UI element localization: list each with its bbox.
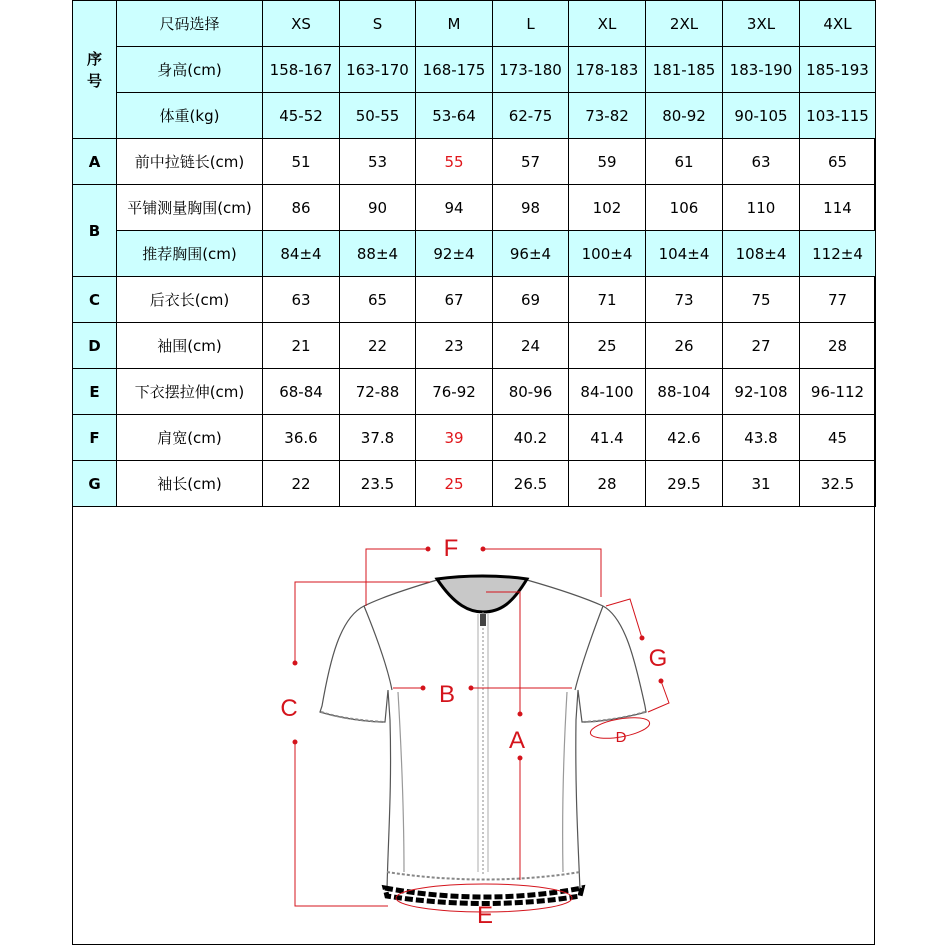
- table-cell: 104±4: [646, 231, 723, 277]
- guide-f-left: [366, 549, 428, 606]
- table-row: [73, 277, 876, 323]
- table-cell: 68-84: [263, 369, 340, 415]
- table-cell: 28: [800, 323, 876, 369]
- table-row: [73, 461, 876, 507]
- table-cell: 92-108: [723, 369, 800, 415]
- table-cell: 23: [416, 323, 493, 369]
- table-cell: 103-115: [800, 93, 876, 139]
- table-cell: 22: [263, 461, 340, 507]
- table-cell: 42.6: [646, 415, 723, 461]
- row-index: A: [73, 139, 117, 185]
- table-cell: 67: [416, 277, 493, 323]
- guide-a-top-dot: [518, 712, 522, 716]
- guide-c-bottom-dot: [293, 740, 297, 744]
- table-cell: 77: [800, 277, 876, 323]
- table-cell: 80-96: [493, 369, 569, 415]
- table-cell: 25: [569, 323, 646, 369]
- jersey-outline: [320, 580, 646, 899]
- row-index: C: [73, 277, 117, 323]
- size-header: 4XL: [800, 1, 876, 47]
- table-cell: 100±4: [569, 231, 646, 277]
- row-label: 肩宽(cm): [117, 415, 263, 461]
- table-cell: 178-183: [569, 47, 646, 93]
- table-cell-highlight: 55: [416, 139, 493, 185]
- table-cell: 41.4: [569, 415, 646, 461]
- row-label: 袖围(cm): [117, 323, 263, 369]
- table-cell: 90: [340, 185, 416, 231]
- table-cell: 27: [723, 323, 800, 369]
- table-cell: 86: [263, 185, 340, 231]
- table-cell: 26.5: [493, 461, 569, 507]
- table-cell: 98: [493, 185, 569, 231]
- table-cell: 22: [340, 323, 416, 369]
- guide-c-top-dot: [293, 661, 297, 665]
- table-cell: 112±4: [800, 231, 876, 277]
- table-cell: 23.5: [340, 461, 416, 507]
- label-d: D: [615, 729, 627, 746]
- table-cell-highlight: 39: [416, 415, 493, 461]
- table-cell: 57: [493, 139, 569, 185]
- row-label: 尺码选择: [117, 1, 263, 47]
- header-row-weight: [73, 93, 876, 139]
- table-cell: 59: [569, 139, 646, 185]
- guide-f-left-dot: [426, 547, 430, 551]
- row-label: 平铺测量胸围(cm): [117, 185, 263, 231]
- left-cuff-stitch: [321, 712, 384, 722]
- label-a: A: [508, 727, 526, 754]
- table-cell: 32.5: [800, 461, 876, 507]
- row-label: 推荐胸围(cm): [117, 231, 263, 277]
- table-cell: 40.2: [493, 415, 569, 461]
- table-cell: 24: [493, 323, 569, 369]
- label-e: E: [476, 902, 494, 929]
- size-chart-table: [72, 0, 876, 507]
- guide-g-top-dot: [640, 636, 644, 640]
- row-index: E: [73, 369, 117, 415]
- table-cell: 69: [493, 277, 569, 323]
- table-row: [73, 369, 876, 415]
- table-cell: 185-193: [800, 47, 876, 93]
- size-header: M: [416, 1, 493, 47]
- table-cell: 102: [569, 185, 646, 231]
- row-index: F: [73, 415, 117, 461]
- table-cell: 63: [723, 139, 800, 185]
- guide-c-bottom: [295, 742, 388, 906]
- size-header: 2XL: [646, 1, 723, 47]
- row-index: G: [73, 461, 117, 507]
- row-label: 后衣长(cm): [117, 277, 263, 323]
- table-cell: 63: [263, 277, 340, 323]
- table-cell: 94: [416, 185, 493, 231]
- label-c: C: [280, 695, 298, 722]
- row-label: 身高(cm): [117, 47, 263, 93]
- label-b: B: [438, 681, 456, 708]
- right-cuff-stitch: [584, 712, 645, 722]
- guide-g-bottom: [648, 681, 669, 712]
- table-cell: 173-180: [493, 47, 569, 93]
- table-row: [73, 323, 876, 369]
- table-cell: 183-190: [723, 47, 800, 93]
- table-cell: 76-92: [416, 369, 493, 415]
- header-row-height: [73, 47, 876, 93]
- table-cell: 92±4: [416, 231, 493, 277]
- table-cell: 73: [646, 277, 723, 323]
- table-cell: 31: [723, 461, 800, 507]
- table-cell: 29.5: [646, 461, 723, 507]
- size-header: 3XL: [723, 1, 800, 47]
- table-cell: 72-88: [340, 369, 416, 415]
- size-header: L: [493, 1, 569, 47]
- row-label: 袖长(cm): [117, 461, 263, 507]
- table-row: [73, 231, 876, 277]
- table-cell-highlight: 25: [416, 461, 493, 507]
- guide-c-top: [295, 582, 430, 663]
- table-cell: 21: [263, 323, 340, 369]
- table-cell: 108±4: [723, 231, 800, 277]
- table-cell: 65: [340, 277, 416, 323]
- table-cell: 168-175: [416, 47, 493, 93]
- table-cell: 45: [800, 415, 876, 461]
- row-index: D: [73, 323, 117, 369]
- jersey-measurement-diagram: [72, 507, 875, 945]
- table-cell: 90-105: [723, 93, 800, 139]
- table-cell: 51: [263, 139, 340, 185]
- table-cell: 181-185: [646, 47, 723, 93]
- table-cell: 106: [646, 185, 723, 231]
- table-cell: 61: [646, 139, 723, 185]
- row-index: B: [73, 185, 117, 277]
- table-cell: 88-104: [646, 369, 723, 415]
- table-cell: 110: [723, 185, 800, 231]
- size-header: S: [340, 1, 416, 47]
- table-row: [73, 185, 876, 231]
- row-label: 体重(kg): [117, 93, 263, 139]
- table-cell: 28: [569, 461, 646, 507]
- header-row-size: [73, 1, 876, 47]
- guide-a-bottom-dot: [518, 756, 522, 760]
- collar: [437, 576, 527, 612]
- guide-g-bottom-dot: [659, 679, 663, 683]
- table-cell: 26: [646, 323, 723, 369]
- table-cell: 65: [800, 139, 876, 185]
- table-cell: 96±4: [493, 231, 569, 277]
- table-row: [73, 139, 876, 185]
- table-cell: 37.8: [340, 415, 416, 461]
- table-cell: 84-100: [569, 369, 646, 415]
- table-cell: 96-112: [800, 369, 876, 415]
- label-g: G: [648, 645, 668, 672]
- table-cell: 158-167: [263, 47, 340, 93]
- label-f: F: [443, 535, 459, 562]
- table-cell: 80-92: [646, 93, 723, 139]
- table-cell: 73-82: [569, 93, 646, 139]
- table-cell: 50-55: [340, 93, 416, 139]
- zipper-pull: [480, 614, 486, 626]
- table-cell: 62-75: [493, 93, 569, 139]
- table-cell: 84±4: [263, 231, 340, 277]
- table-cell: 163-170: [340, 47, 416, 93]
- size-header: XL: [569, 1, 646, 47]
- table-cell: 53-64: [416, 93, 493, 139]
- index-header: 序 号: [73, 1, 117, 139]
- row-label: 前中拉链长(cm): [117, 139, 263, 185]
- row-label: 下衣摆拉伸(cm): [117, 369, 263, 415]
- table-cell: 53: [340, 139, 416, 185]
- table-cell: 45-52: [263, 93, 340, 139]
- table-cell: 75: [723, 277, 800, 323]
- table-cell: 36.6: [263, 415, 340, 461]
- guide-f-right-dot: [481, 547, 485, 551]
- guide-b-left-dot: [421, 686, 425, 690]
- table-cell: 71: [569, 277, 646, 323]
- guide-b-right-dot: [469, 686, 473, 690]
- size-header: XS: [263, 1, 340, 47]
- table-cell: 43.8: [723, 415, 800, 461]
- table-row: [73, 415, 876, 461]
- table-cell: 114: [800, 185, 876, 231]
- table-cell: 88±4: [340, 231, 416, 277]
